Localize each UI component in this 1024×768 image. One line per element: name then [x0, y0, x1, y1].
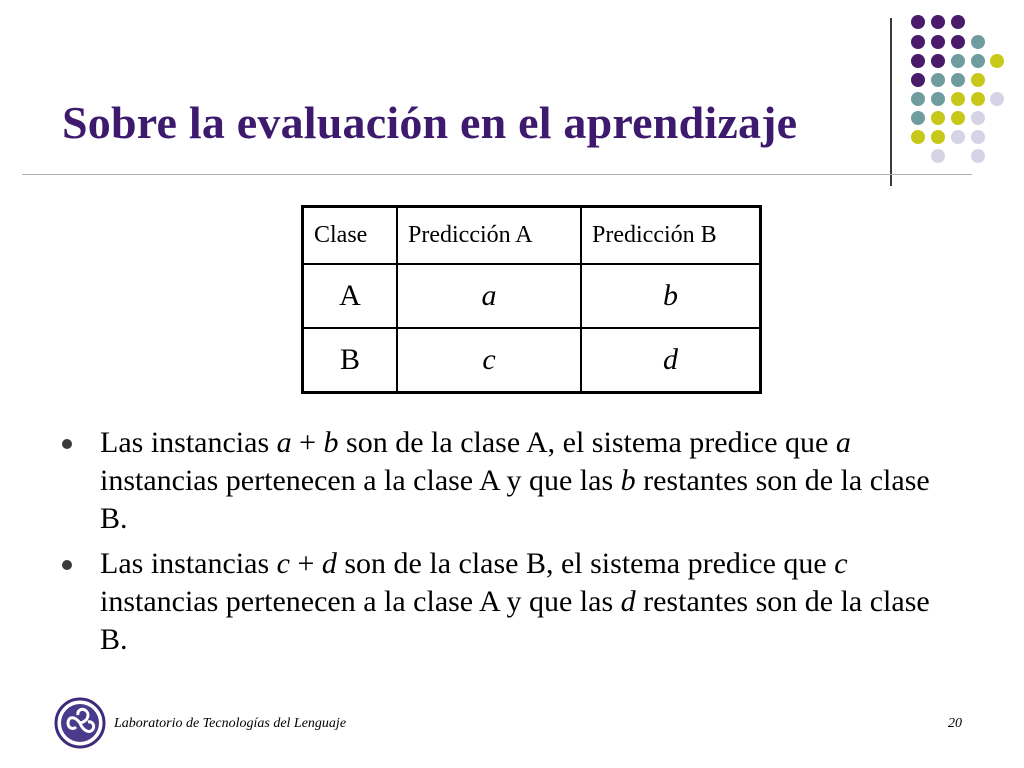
list-item	[62, 424, 962, 538]
table-row	[303, 328, 761, 393]
table-cell: d	[581, 328, 761, 393]
dot-row-3	[911, 54, 1004, 68]
bullet-icon	[62, 560, 72, 570]
bullet-list	[62, 424, 962, 666]
dot-row-1	[911, 15, 965, 29]
table-cell: c	[397, 328, 581, 393]
vertical-divider	[890, 18, 892, 186]
dot-row-4	[911, 73, 985, 87]
table-cell: b	[581, 264, 761, 328]
table-cell-class: B	[303, 328, 398, 393]
title-underline	[22, 174, 972, 175]
dot-row-2	[911, 35, 985, 49]
table-row	[303, 264, 761, 328]
dot-row-7	[911, 130, 985, 144]
bullet-text: Las instancias a + b son de la clase A, el sistema predice que a instancias pertenecen a la clase A y que las b restantes son de la clase B.	[100, 426, 930, 535]
bullet-icon	[62, 439, 72, 449]
triskelion-logo-icon	[54, 697, 106, 749]
slide-title: Sobre la evaluación en el aprendizaje	[62, 97, 798, 148]
list-item	[62, 545, 962, 659]
table-header-cell: Predicción A	[397, 207, 581, 265]
table-cell-class: A	[303, 264, 398, 328]
table-cell: a	[397, 264, 581, 328]
dot-row-5	[911, 92, 1004, 106]
table-header-row	[303, 207, 761, 265]
table-header-cell: Clase	[303, 207, 398, 265]
confusion-matrix-table	[301, 205, 762, 394]
table-header-cell: Predicción B	[581, 207, 761, 265]
footer-lab-name: Laboratorio de Tecnologías del Lenguaje	[114, 716, 347, 731]
dot-row-8	[931, 149, 985, 163]
dot-row-6	[911, 111, 985, 125]
page-number: 20	[948, 716, 962, 731]
bullet-text: Las instancias c + d son de la clase B, el sistema predice que c instancias pertenecen a la clase A y que las d restantes son de la clase B.	[100, 547, 930, 656]
